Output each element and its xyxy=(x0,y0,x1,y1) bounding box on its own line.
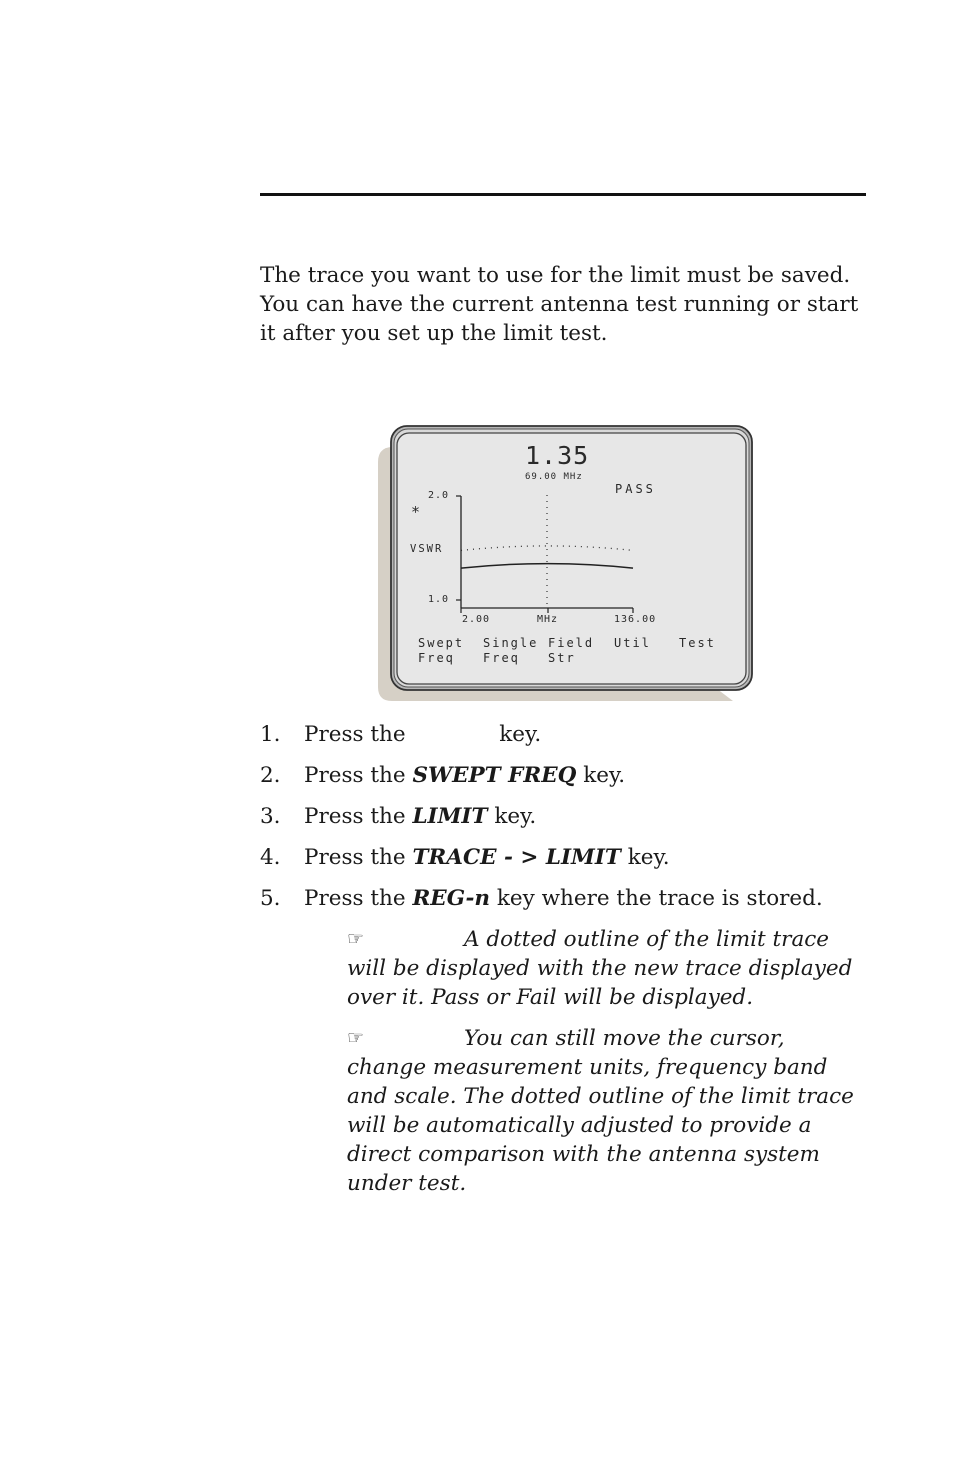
x-axis-start-label: 2.00 xyxy=(462,614,491,625)
step-text: key. xyxy=(583,763,626,788)
pointing-hand-icon: ☞ xyxy=(347,928,365,950)
softkey-label: Freq xyxy=(418,651,455,665)
note-dotted-outline xyxy=(347,925,867,1012)
y-axis-min-label: 1.0 xyxy=(428,594,450,605)
note-adjustments xyxy=(347,1024,867,1198)
cursor-frequency: 69.00 MHz xyxy=(525,472,583,482)
step-text: Press the xyxy=(304,722,406,747)
x-axis-end-label: 136.00 xyxy=(614,614,657,625)
step-number: 4. xyxy=(260,845,281,870)
vswr-reading: 1.35 xyxy=(525,441,590,470)
step-text: Press the xyxy=(304,763,406,788)
analyzer-screen-illustration xyxy=(378,425,754,701)
softkey-swept-freq[interactable] xyxy=(418,636,464,666)
y-axis-title: VSWR xyxy=(410,543,444,555)
note-text: A dotted outline of the limit trace will be displayed with the new trace displayed over it. Pass or Fail will be displayed. xyxy=(347,927,853,1010)
softkey-label: Freq xyxy=(483,651,520,665)
pass-status: PASS xyxy=(615,482,656,496)
softkey-label: Util xyxy=(614,636,651,650)
step-text: Press the xyxy=(304,845,406,870)
pointing-hand-icon: ☞ xyxy=(347,1027,365,1049)
softkey-label: Swept xyxy=(418,636,465,650)
step-key: SWEPT FREQ xyxy=(412,763,577,788)
step-key: REG-n xyxy=(412,886,491,911)
step-key: LIMIT xyxy=(412,804,488,829)
step-text: key where the trace is stored. xyxy=(496,886,823,911)
step-key: TRACE - > LIMIT xyxy=(412,845,621,870)
step-number: 5. xyxy=(260,886,281,911)
step-text: Press the xyxy=(304,804,406,829)
step-item xyxy=(260,720,900,761)
step-text: key. xyxy=(499,722,542,747)
section-rule xyxy=(260,193,866,196)
step-text: Press the xyxy=(304,886,406,911)
softkey-label: Test xyxy=(679,636,716,650)
softkey-label: Field xyxy=(548,636,595,650)
x-axis-unit-label: MHz xyxy=(537,614,559,625)
asterisk-icon: * xyxy=(411,503,421,521)
step-number: 3. xyxy=(260,804,281,829)
softkey-single-freq[interactable] xyxy=(483,636,538,666)
procedure-steps xyxy=(260,720,900,925)
y-axis-max-label: 2.0 xyxy=(428,490,450,501)
step-text: key. xyxy=(627,845,670,870)
step-text: key. xyxy=(494,804,537,829)
step-number: 1. xyxy=(260,722,281,747)
step-item xyxy=(260,843,900,884)
step-item xyxy=(260,802,900,843)
step-item xyxy=(260,761,900,802)
step-number: 2. xyxy=(260,763,281,788)
softkey-util[interactable] xyxy=(614,636,651,651)
note-text: You can still move the cursor, change measurement units, frequency band and scale. The dotted outline of the limit trace will be automatically adjusted to provide a direct comparison with the antenna system under test. xyxy=(347,1026,854,1196)
step-item xyxy=(260,884,900,925)
softkey-label: Single xyxy=(483,636,539,650)
intro-paragraph: The trace you want to use for the limit must be saved. You can have the current antenna test running or start it after you set up the limit test. xyxy=(260,263,859,346)
softkey-label: Str xyxy=(548,651,576,665)
softkey-field-str[interactable] xyxy=(548,636,594,666)
softkey-test[interactable] xyxy=(679,636,716,651)
